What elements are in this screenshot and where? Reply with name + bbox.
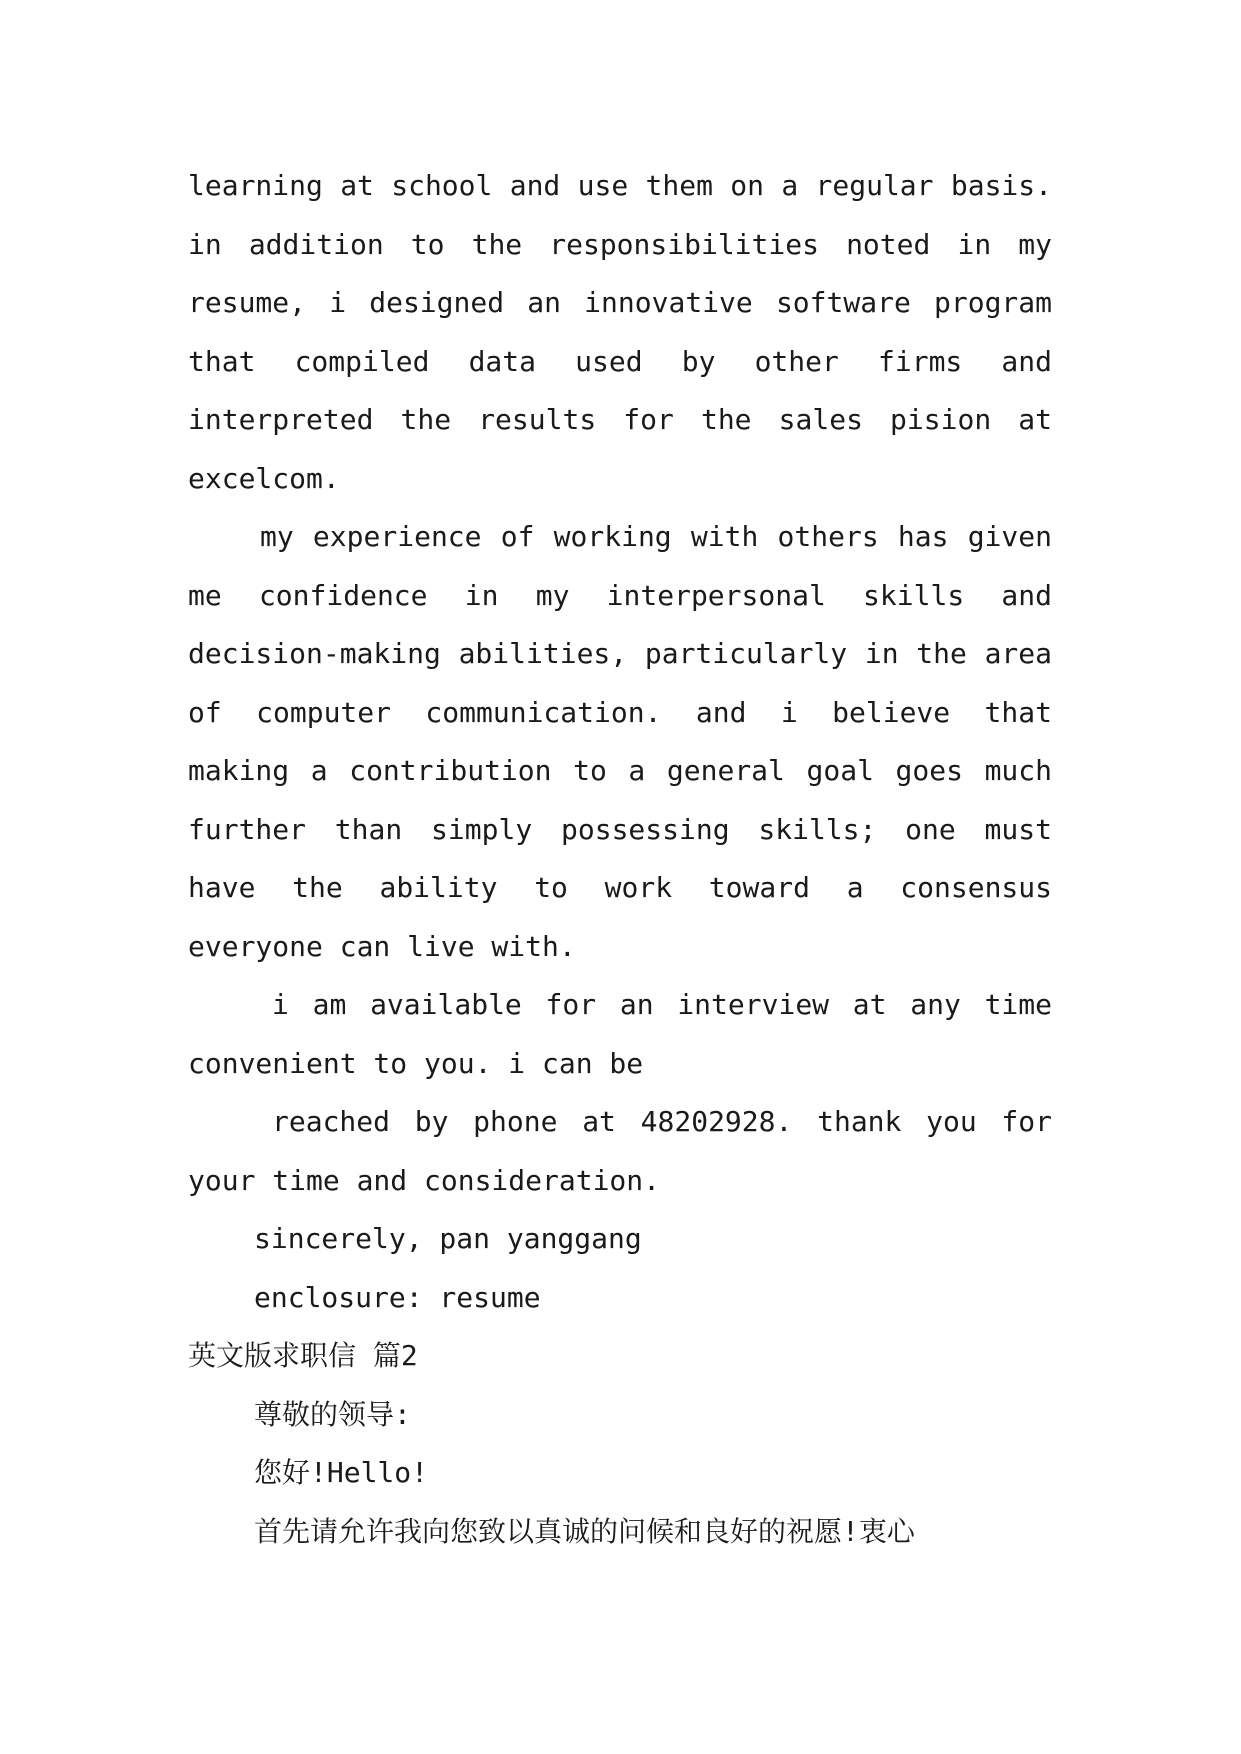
enclosure-note: enclosure: resume bbox=[254, 1280, 541, 1314]
opening-line: 首先请允许我向您致以真诚的问候和良好的祝愿!衷心 bbox=[254, 1514, 915, 1548]
section-heading: 英文版求职信 篇2 bbox=[188, 1339, 418, 1372]
paragraph-availability: i am available for an interview at any time convenient to you. i can be bbox=[188, 988, 1052, 1080]
closing-signature: sincerely, pan yanggang bbox=[254, 1222, 642, 1255]
greeting: 您好!Hello! bbox=[254, 1456, 429, 1489]
letter-body bbox=[188, 157, 1052, 1561]
salutation: 尊敬的领导: bbox=[254, 1397, 411, 1431]
paragraph-contact: reached by phone at 48202928. thank you for your time and consideration. bbox=[188, 1105, 1052, 1197]
paragraph-experience: my experience of working with others has given me confidence in my interpersonal skills and decision-making abilities, particularly in the area of computer communication. and i believe that making a contribution to a general goal goes much further than simply possessing skills; one must have the ability to work toward a consensus everyone can live with. bbox=[188, 520, 1052, 963]
paragraph-school-learning: learning at school and use them on a regular basis. in addition to the responsibilities noted in my resume, i designed an innovative software program that compiled data used by other firms and interpreted the results for the sales pision at excelcom. bbox=[188, 169, 1052, 495]
